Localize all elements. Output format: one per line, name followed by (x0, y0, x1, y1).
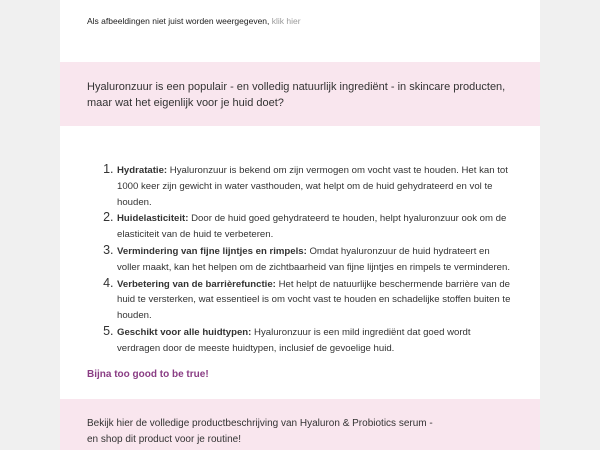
benefit-title: Huidelasticiteit: (117, 213, 189, 225)
benefit-item (117, 162, 513, 210)
footer-line-2: en shop dit product voor je routine! (87, 434, 241, 445)
benefit-text: Hyaluronzuur is een mild ingrediënt dat goed wordt verdragen door de meeste huidtypen, inclusief de gevoelige huid. (117, 326, 471, 354)
benefits-list (87, 162, 513, 357)
benefit-item (117, 243, 513, 276)
intro-section (60, 62, 540, 126)
benefit-title: Geschikt voor alle huidtypen: (117, 326, 252, 338)
benefit-title: Vermindering van fijne lijntjes en rimpels: (117, 245, 307, 257)
email-body (60, 0, 540, 450)
benefit-text: Hyaluronzuur is bekend om zijn vermogen om vocht vast te houden. Het kan tot 1000 keer zijn gewicht in water vasthouden, wat helpt om de huid gehydrateerd en vol te houden. (117, 165, 508, 208)
preheader-text: Als afbeeldingen niet juist worden weergegeven, (87, 16, 270, 26)
benefit-text: Omdat hyaluronzuur de huid hydrateert en voller maakt, kan het helpen om de zichtbaarheid van fijne lijntjes en rimpels te verminderen. (117, 245, 511, 273)
benefit-title: Verbetering van de barrièrefunctie: (117, 278, 276, 290)
intro-text: Hyaluronzuur is een populair - en volledig natuurlijk ingrediënt - in skincare producten, maar wat het eigenlijk voor je huid doet? (87, 81, 506, 109)
benefit-item (117, 324, 513, 357)
footer-section (60, 399, 540, 450)
preheader (60, 0, 540, 62)
benefit-item (117, 210, 513, 243)
benefit-title: Hydratatie: (117, 165, 168, 176)
tagline: Bijna too good to be true! (87, 368, 209, 380)
benefits-section (60, 126, 540, 399)
benefit-text: Door de huid goed gehydrateerd te houden, helpt hyaluronzuur ook om de elasticiteit van de huid te verbeteren. (117, 213, 507, 241)
benefit-text: Het helpt de natuurlijke beschermende barrière van de huid te versterken, wat essentieel is om vocht vast te houden en schadelijke stoffen buiten te houden. (117, 278, 511, 322)
view-online-link[interactable]: klik hier (271, 16, 301, 26)
footer-line-1: Bekijk hier de volledige productbeschrijving van Hyaluron & Probiotics serum - (87, 418, 433, 429)
benefit-item (117, 276, 513, 324)
